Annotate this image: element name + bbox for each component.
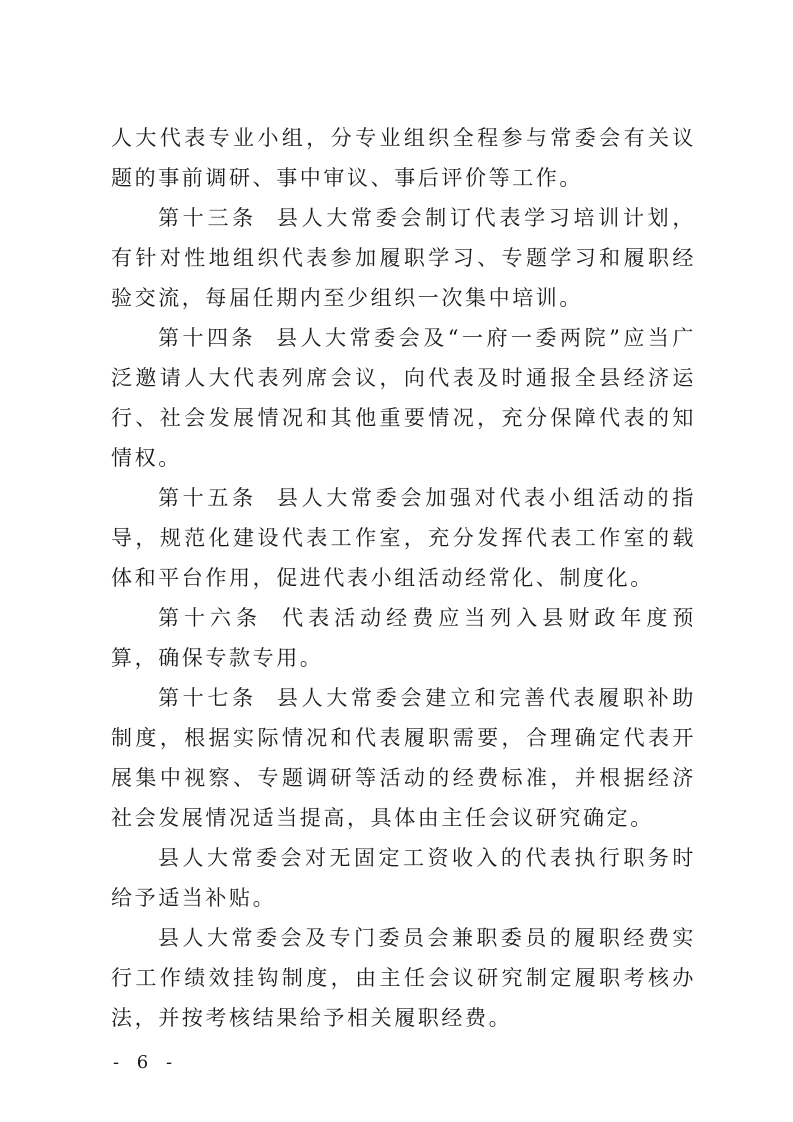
article-number: 第十三条 xyxy=(158,206,257,230)
article-16 xyxy=(111,598,696,678)
page-number: - 6 - xyxy=(113,1052,179,1073)
article-text: 代表活动经费应当列入县财政年度预算，确保专款专用。 xyxy=(111,606,696,670)
article-number: 第十六条 xyxy=(158,606,263,630)
article-17-clause-2 xyxy=(111,838,696,918)
paragraph-continuation xyxy=(111,118,696,198)
article-number: 第十五条 xyxy=(158,486,257,510)
article-number: 第十七条 xyxy=(158,686,257,710)
paragraph-text: 人大代表专业小组，分专业组织全程参与常委会有关议题的事前调研、事中审议、事后评价等工作。 xyxy=(111,126,696,190)
article-14 xyxy=(111,318,696,478)
article-text: 县人大常委会及“一府一委两院”应当广泛邀请人大代表列席会议，向代表及时通报全县经济运行、社会发展情况和其他重要情况，充分保障代表的知情权。 xyxy=(111,326,696,470)
article-text: 县人大常委会加强对代表小组活动的指导，规范化建设代表工作室，充分发挥代表工作室的载体和平台作用，促进代表小组活动经常化、制度化。 xyxy=(111,486,697,590)
paragraph-text: 县人大常委会及专门委员会兼职委员的履职经费实行工作绩效挂钩制度，由主任会议研究制定履职考核办法，并按考核结果给予相关履职经费。 xyxy=(111,926,696,1030)
article-text: 县人大常委会建立和完善代表履职补助制度，根据实际情况和代表履职需要，合理确定代表开展集中视察、专题调研等活动的经费标准，并根据经济社会发展情况适当提高，具体由主任会议研究确定。 xyxy=(111,686,697,830)
paragraph-text: 县人大常委会对无固定工资收入的代表执行职务时给予适当补贴。 xyxy=(111,846,696,910)
article-text: 县人大常委会制订代表学习培训计划，有针对性地组织代表参加履职学习、专题学习和履职经验交流，每届任期内至少组织一次集中培训。 xyxy=(111,206,697,310)
document-body xyxy=(111,118,696,1038)
article-17 xyxy=(111,678,696,838)
article-number: 第十四条 xyxy=(158,326,257,350)
article-15 xyxy=(111,478,696,598)
article-13 xyxy=(111,198,696,318)
article-17-clause-3 xyxy=(111,918,696,1038)
